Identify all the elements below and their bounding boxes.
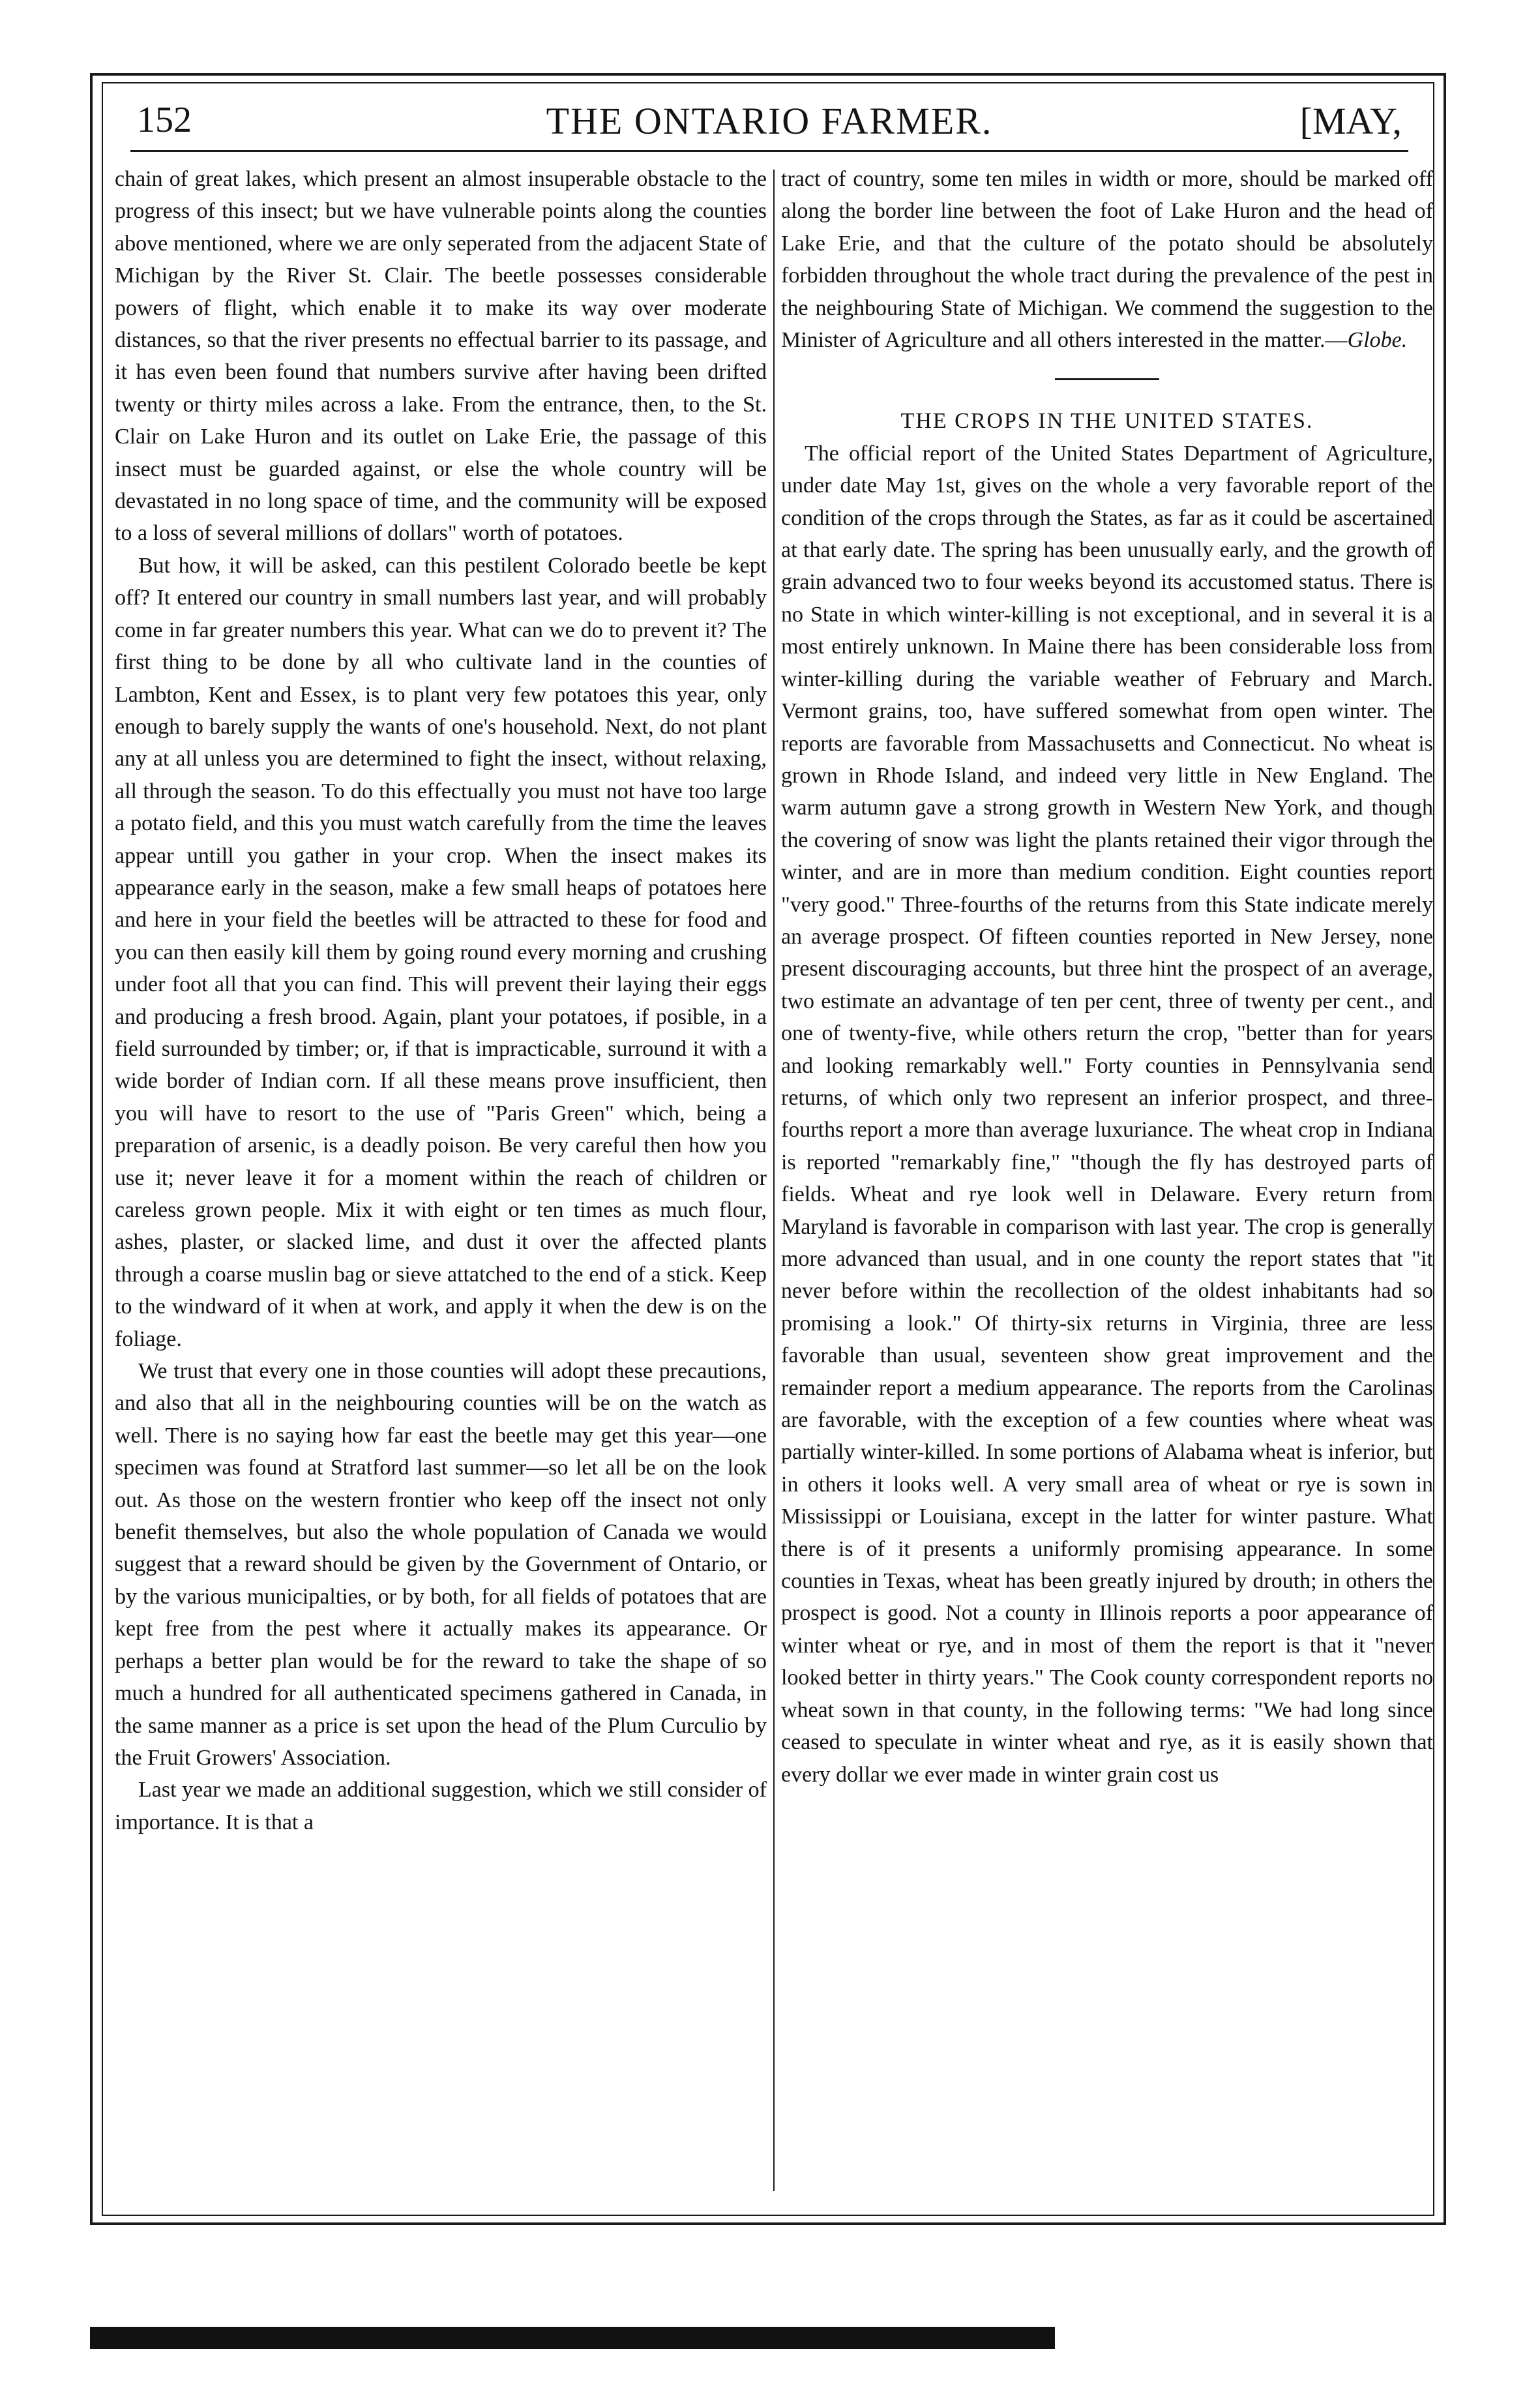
header-rule (130, 150, 1408, 152)
crops-report-paragraph: The official report of the United States Department of Agriculture, under date May 1st, gives on the whole a very favorable report of the condition of the crops through the States, as far as it could be ascertained at that early date. The spring has been unusually early, and the growth of grain advanced two to four weeks beyond its accustomed status. There is no State in which winter-killing is not exceptional, and in several it is a most entirely unknown. In Maine there has been considerable loss from winter-killing during the variable weather of February and March. Vermont grains, too, have suffered somewhat from open winter. The reports are favorable from Massachusetts and Connecticut. No wheat is grown in Rhode Island, and indeed very little in New England. The warm autumn gave a strong growth in Western New York, and though the covering of snow was light the plants retained their vigor through the winter, and are in more than medium condition. Eight counties report "very good." Three-fourths of the returns from this State indicate merely an average prospect. Of fifteen counties reported in New Jersey, none present discouraging accounts, but three hint the prospect of an average, two estimate an advantage of ten per cent, three of twenty per cent., and one of twenty-five, while others return the crop, "better than for years and looking remarkably well." Forty counties in Pennsylvania send returns, of which only two represent an inferior prospect, and three-fourths report a more than average luxuriance. The wheat crop in Indiana is reported "remarkably fine," "though the fly has destroyed parts of fields. Wheat and rye look well in Delaware. Every return from Maryland is favorable in comparison with last year. The crop is generally more advanced than usual, and in one county the report states that "it never before within the recollection of the oldest inhabitants had so promising a look." Of thirty-six returns in Virginia, three are less favorable than usual, seventeen show great improvement and the remainder report a medium appearance. The reports from the Carolinas are favorable, with the exception of a few counties where wheat was partially winter-killed. In some portions of Alabama wheat is inferior, but in others it looks well. A very small area of wheat or rye is sown in Mississippi or Louisiana, except in the latter for winter pasture. What there is of it presents a uniformly promising appearance. In some counties in Texas, wheat has been greatly injured by drouth; in others the prospect is good. Not a county in Illinois reports a poor appearance of winter wheat or rye, and in most of them the report is that it "never looked better in thirty years." The Cook county correspondent reports no wheat sown in that county, in the following terms: "We had long since ceased to speculate in winter wheat and rye, as it is easily shown that every dollar we ever made in winter grain cost us (781, 441, 1433, 1787)
right-intro-paragraph (781, 163, 1433, 356)
issue-month: [MAY, (1299, 100, 1402, 142)
intro-text: tract of country, some ten miles in width or more, should be marked off along the border line between the foot of Lake Huron and the head of Lake Erie, and that the culture of the potato should be absolutely forbidden throughout the whole tract during the prevalence of the pest in the neighbouring State of Michigan. We commend the suggestion to the Minister of Agriculture and all others interested in the matter.— (781, 167, 1433, 353)
page-header (130, 91, 1408, 154)
page-number: 152 (137, 100, 192, 140)
footer-bar (90, 2327, 1055, 2349)
left-paragraph: We trust that every one in those counties will adopt these precautions, and also that all in the neighbouring counties will be on the watch as well. There is no saying how far east the beetle may get this year—one specimen was found at Stratford last summer—so let all be on the look out. As those on the western frontier who keep off the insect not only benefit themselves, but also the whole population of Canada we would suggest that a reward should be given by the Government of Ontario, or by the various municipalties, or by both, for all fields of potatoes that are kept free from the pest where it actually makes its appearance. Or perhaps a better plan would be for the reward to take the shape of so much a hundred for all authenticated specimens gathered in Canada, in the same manner as a price is set upon the head of the Plum Curculio by the Fruit Growers' Association. (115, 1359, 767, 1770)
right-column (781, 163, 1433, 2204)
section-heading: THE CROPS IN THE UNITED STATES. (900, 409, 1314, 434)
left-column (115, 163, 767, 2204)
section-divider (1055, 378, 1159, 380)
left-paragraph: Last year we made an additional suggestion, which we still consider of importance. It is that a (115, 1778, 767, 1834)
column-divider (773, 170, 775, 2191)
left-paragraph: chain of great lakes, which present an almost insuperable obstacle to the progress of this insect; but we have vulnerable points along the counties above mentioned, where we are only seperated from the adjacent State of Michigan by the River St. Clair. The beetle possesses considerable powers of flight, which enable it to make its way over moderate distances, so that the river presents no effectual barrier to its passage, and it has even been found that numbers survive after having been drifted twenty or thirty miles across a lake. From the entrance, then, to the St. Clair on Lake Huron and its outlet on Lake Erie, the passage of this insect must be guarded against, or else the whole country will be devastated in no long space of time, and the community will be exposed to a loss of several millions of dollars" worth of potatoes. (115, 167, 767, 546)
left-paragraph: But how, it will be asked, can this pestilent Colorado beetle be kept off? It entered our country in small numbers last year, and will probably come in far greater numbers this year. What can we do to prevent it? The first thing to be done by all who cultivate land in the counties of Lambton, Kent and Essex, is to plant very few potatoes this year, only enough to barely supply the wants of one's household. Next, do not plant any at all unless you are determined to fight the insect, without relaxing, all through the season. To do this effectually you must not have too large a potato field, and this you must watch carefully from the time the leaves appear untill you gather in your crop. When the insect makes its appearance early in the season, make a few small heaps of potatoes here and here in your field the beetles will be attracted to these for food and you can then easily kill them by going round every morning and crushing under foot all that you can find. This will prevent their laying their eggs and producing a fresh brood. Again, plant your potatoes, if posible, in a field surrounded by timber; or, if that is impracticable, surround it with a wide border of Indian corn. If all these means prove insufficient, then you will have to resort to the use of "Paris Green" which, being a preparation of arsenic, is a deadly poison. Be very careful then how you use it; never leave it for a moment within the reach of children or careless grown people. Mix it with eight or ten times as much flour, ashes, plaster, or slacked lime, and dust it over the affected plants through a coarse muslin bag or sieve attatched to the end of a stick. Keep to the windward of it when at work, and apply it when the dew is on the foliage. (115, 553, 767, 1351)
source-signature: Globe. (1347, 328, 1408, 353)
publication-title: THE ONTARIO FARMER. (546, 100, 993, 142)
